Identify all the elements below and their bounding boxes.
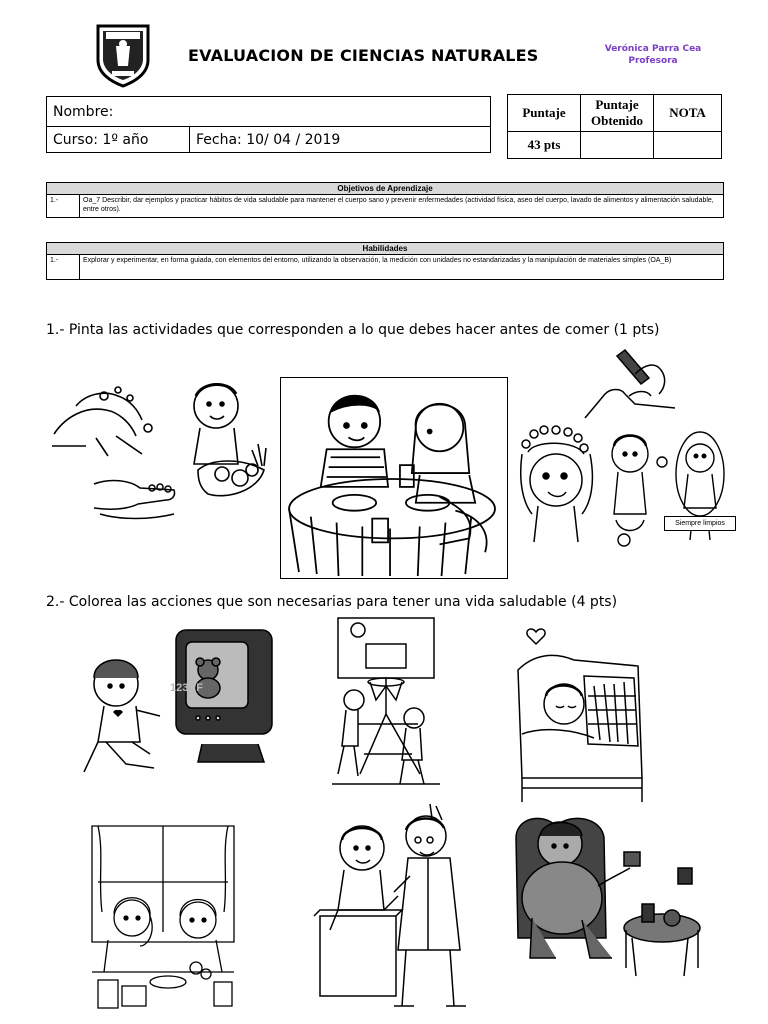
children-eating-table-image[interactable] [280,377,508,579]
score-header: Puntaje [508,95,581,132]
course-field: Curso: 1º año [47,127,190,153]
date-field: Fecha: 10/ 04 / 2019 [190,127,491,153]
overweight-child-junkfood-image[interactable] [512,808,702,986]
child-watching-tv-image[interactable] [70,620,280,782]
child-sleeping-bed-image[interactable] [514,626,646,804]
question-1: 1.- Pinta las actividades que corresponden a lo que debes hacer antes de comer (1 pts) [46,322,660,338]
obtained-score-cell[interactable] [581,132,654,159]
name-field[interactable]: Nombre: [47,97,491,127]
teacher-role: Profesora [628,56,678,66]
school-crest-icon [94,22,152,88]
objectives-table [46,182,724,218]
children-eating-breakfast-image[interactable] [88,822,238,1012]
objective-number: 1.- [47,195,80,218]
obtained-score-header: Puntaje Obtenido [581,95,654,132]
nail-clipping-image[interactable] [575,344,685,424]
question-2: 2.- Colorea las acciones que son necesarias para tener una vida saludable (4 pts) [46,594,618,610]
grade-header: NOTA [654,95,722,132]
skills-title: Habilidades [47,243,724,255]
always-clean-caption: Siempre limpios [664,516,736,531]
doctor-checkup-image[interactable] [310,800,470,1014]
teacher-signature [598,43,708,67]
handwashing-image[interactable] [46,376,158,468]
skills-table [46,242,724,280]
objectives-title: Objetivos de Aprendizaje [47,183,724,195]
teacher-name: Verónica Parra Cea [604,44,702,54]
child-shampooing-hair-image[interactable] [514,424,600,544]
child-eating-fruit-image[interactable] [178,374,278,514]
skill-number: 1.- [47,255,80,280]
watermark-text: 123RF [170,682,204,694]
score-table [507,94,722,159]
grade-cell[interactable] [654,132,722,159]
objective-text: Oa_7 Describir, dar ejemplos y practicar hábitos de vida saludable para mantener el cuerpo sano y prevenir enfermedades (actividad física, aseo del cuerpo, lavado de alimentos y alimentación saludable, entre otros). [80,195,724,218]
student-info-table [46,96,491,153]
total-points: 43 pts [508,132,581,159]
footwashing-image[interactable] [90,470,178,524]
document-title: EVALUACION DE CIENCIAS NATURALES [188,46,539,65]
skill-text: Explorar y experimentar, en forma guiada, con elementos del entorno, utilizando la observación, la medición con unidades no estandarizadas y la manipulación de materiales simples (OA_B) [80,255,724,280]
always-clean-children-image[interactable] [600,424,740,554]
children-playing-basketball-image[interactable] [328,614,444,792]
